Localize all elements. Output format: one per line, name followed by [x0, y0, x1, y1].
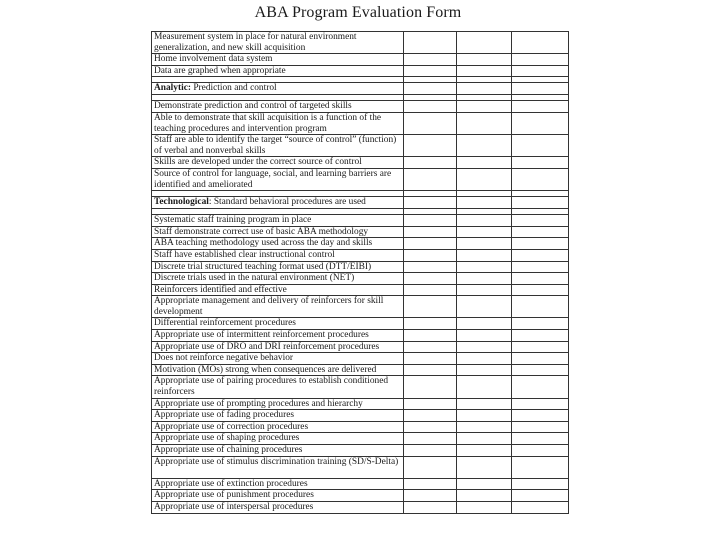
rating-cell-b: [457, 273, 512, 285]
rating-cell-c: [512, 330, 569, 342]
rating-cell-a: [404, 101, 457, 113]
criteria-row: [152, 501, 569, 513]
criteria-row: [152, 32, 569, 54]
section-label: Analytic:: [154, 83, 191, 94]
form-title-text: ABA Program Evaluation Form: [254, 4, 462, 21]
criteria-text: Differential reinforcement procedures: [152, 318, 404, 330]
rating-cell-c: [512, 478, 569, 490]
rating-cell-a: [404, 353, 457, 365]
rating-cell-b: [457, 284, 512, 296]
rating-cell-b: [457, 168, 512, 190]
criteria-text: Reinforcers identified and effective: [152, 284, 404, 296]
criteria-row: [152, 238, 569, 250]
criteria-text: Systematic staff training program in place: [152, 215, 404, 227]
form-title: [0, 3, 720, 23]
rating-cell-c: [512, 433, 569, 445]
rating-cell-c: [512, 341, 569, 353]
rating-cell-b: [457, 501, 512, 513]
rating-cell-b: [457, 65, 512, 77]
rating-cell-a: [404, 501, 457, 513]
rating-cell-a: [404, 445, 457, 457]
rating-cell-b: [457, 376, 512, 398]
criteria-text: Staff are able to identify the target “source of control” (function) of verbal and nonverbal skills: [152, 135, 404, 157]
rating-cell-c: [512, 273, 569, 285]
rating-cell-a: [404, 238, 457, 250]
rating-cell-a: [404, 421, 457, 433]
criteria-text: Appropriate use of interspersal procedures: [152, 501, 404, 513]
rating-cell-a: [404, 456, 457, 478]
criteria-text: Demonstrate prediction and control of targeted skills: [152, 101, 404, 113]
rating-cell-c: [512, 445, 569, 457]
criteria-row: [152, 101, 569, 113]
rating-cell-c: [512, 101, 569, 113]
rating-cell-b: [457, 398, 512, 410]
rating-cell-b: [457, 364, 512, 376]
rating-cell-c: [512, 65, 569, 77]
rating-cell-a: [404, 273, 457, 285]
criteria-row: [152, 341, 569, 353]
criteria-row: [152, 445, 569, 457]
rating-cell-b: [457, 112, 512, 134]
criteria-text: Discrete trials used in the natural environment (NET): [152, 273, 404, 285]
rating-cell-a: [404, 54, 457, 66]
section-description: : Standard behavioral procedures are used: [208, 197, 366, 208]
criteria-text: Able to demonstrate that skill acquisition is a function of the teaching procedures and intervention program: [152, 112, 404, 134]
criteria-row: [152, 215, 569, 227]
rating-cell-a: [404, 83, 457, 95]
section-header-cell: [152, 83, 404, 95]
rating-cell-b: [457, 445, 512, 457]
rating-cell-c: [512, 197, 569, 209]
criteria-row: [152, 421, 569, 433]
rating-cell-b: [457, 157, 512, 169]
rating-cell-c: [512, 261, 569, 273]
rating-cell-b: [457, 353, 512, 365]
criteria-row: [152, 456, 569, 478]
criteria-row: [152, 273, 569, 285]
criteria-row: [152, 410, 569, 422]
rating-cell-a: [404, 433, 457, 445]
rating-cell-c: [512, 238, 569, 250]
rating-cell-b: [457, 456, 512, 478]
criteria-text: Appropriate use of stimulus discrimination training (SD/S-Delta): [152, 456, 404, 478]
rating-cell-c: [512, 353, 569, 365]
rating-cell-a: [404, 32, 457, 54]
rating-cell-a: [404, 318, 457, 330]
rating-cell-c: [512, 410, 569, 422]
rating-cell-b: [457, 341, 512, 353]
criteria-row: [152, 135, 569, 157]
rating-cell-a: [404, 135, 457, 157]
evaluation-table: [151, 31, 569, 514]
criteria-text: Skills are developed under the correct source of control: [152, 157, 404, 169]
rating-cell-c: [512, 421, 569, 433]
rating-cell-b: [457, 226, 512, 238]
rating-cell-a: [404, 261, 457, 273]
rating-cell-c: [512, 54, 569, 66]
criteria-row: [152, 284, 569, 296]
rating-cell-b: [457, 490, 512, 502]
section-label: Technological: [154, 197, 209, 208]
criteria-row: [152, 226, 569, 238]
criteria-row: [152, 249, 569, 261]
rating-cell-b: [457, 249, 512, 261]
rating-cell-a: [404, 157, 457, 169]
criteria-row: [152, 490, 569, 502]
rating-cell-b: [457, 296, 512, 318]
rating-cell-b: [457, 410, 512, 422]
rating-cell-c: [512, 168, 569, 190]
criteria-text: Appropriate use of punishment procedures: [152, 490, 404, 502]
rating-cell-b: [457, 215, 512, 227]
criteria-row: [152, 157, 569, 169]
rating-cell-b: [457, 197, 512, 209]
rating-cell-a: [404, 226, 457, 238]
rating-cell-b: [457, 32, 512, 54]
rating-cell-b: [457, 318, 512, 330]
criteria-row: [152, 376, 569, 398]
criteria-row: [152, 478, 569, 490]
rating-cell-b: [457, 238, 512, 250]
criteria-row: [152, 54, 569, 66]
rating-cell-b: [457, 330, 512, 342]
rating-cell-c: [512, 32, 569, 54]
criteria-row: [152, 330, 569, 342]
rating-cell-c: [512, 284, 569, 296]
criteria-text: Does not reinforce negative behavior: [152, 353, 404, 365]
rating-cell-c: [512, 135, 569, 157]
rating-cell-a: [404, 284, 457, 296]
section-header-row: [152, 83, 569, 95]
rating-cell-c: [512, 364, 569, 376]
rating-cell-a: [404, 249, 457, 261]
rating-cell-b: [457, 135, 512, 157]
rating-cell-a: [404, 197, 457, 209]
rating-cell-c: [512, 249, 569, 261]
rating-cell-c: [512, 501, 569, 513]
rating-cell-c: [512, 318, 569, 330]
section-description: Prediction and control: [190, 83, 277, 94]
criteria-text: Staff demonstrate correct use of basic ABA methodology: [152, 226, 404, 238]
rating-cell-c: [512, 490, 569, 502]
rating-cell-b: [457, 261, 512, 273]
criteria-row: [152, 433, 569, 445]
criteria-row: [152, 261, 569, 273]
criteria-text: Appropriate use of DRO and DRI reinforcement procedures: [152, 341, 404, 353]
criteria-row: [152, 65, 569, 77]
rating-cell-c: [512, 112, 569, 134]
criteria-text: Home involvement data system: [152, 54, 404, 66]
rating-cell-b: [457, 54, 512, 66]
criteria-row: [152, 318, 569, 330]
section-header-row: [152, 197, 569, 209]
criteria-text: Appropriate use of fading procedures: [152, 410, 404, 422]
criteria-text: Appropriate management and delivery of reinforcers for skill development: [152, 296, 404, 318]
rating-cell-a: [404, 410, 457, 422]
rating-cell-a: [404, 330, 457, 342]
rating-cell-b: [457, 83, 512, 95]
rating-cell-a: [404, 490, 457, 502]
criteria-text: Appropriate use of chaining procedures: [152, 445, 404, 457]
rating-cell-a: [404, 364, 457, 376]
criteria-text: Source of control for language, social, and learning barriers are identified and ameliorated: [152, 168, 404, 190]
rating-cell-b: [457, 433, 512, 445]
rating-cell-c: [512, 83, 569, 95]
rating-cell-c: [512, 157, 569, 169]
criteria-text: Staff have established clear instructional control: [152, 249, 404, 261]
criteria-row: [152, 364, 569, 376]
rating-cell-a: [404, 341, 457, 353]
rating-cell-a: [404, 112, 457, 134]
rating-cell-c: [512, 296, 569, 318]
rating-cell-a: [404, 65, 457, 77]
criteria-text: Appropriate use of prompting procedures and hierarchy: [152, 398, 404, 410]
criteria-text: ABA teaching methodology used across the day and skills: [152, 238, 404, 250]
rating-cell-c: [512, 226, 569, 238]
criteria-text: Measurement system in place for natural environment generalization, and new skill acquisition: [152, 32, 404, 54]
rating-cell-a: [404, 215, 457, 227]
rating-cell-b: [457, 421, 512, 433]
criteria-text: Appropriate use of shaping procedures: [152, 433, 404, 445]
rating-cell-a: [404, 168, 457, 190]
rating-cell-a: [404, 296, 457, 318]
criteria-text: Data are graphed when appropriate: [152, 65, 404, 77]
rating-cell-c: [512, 456, 569, 478]
criteria-text: Appropriate use of correction procedures: [152, 421, 404, 433]
section-header-cell: [152, 197, 404, 209]
criteria-row: [152, 168, 569, 190]
rating-cell-a: [404, 478, 457, 490]
criteria-row: [152, 353, 569, 365]
rating-cell-b: [457, 478, 512, 490]
rating-cell-c: [512, 398, 569, 410]
rating-cell-c: [512, 376, 569, 398]
criteria-row: [152, 296, 569, 318]
rating-cell-a: [404, 398, 457, 410]
criteria-text: Appropriate use of intermittent reinforcement procedures: [152, 330, 404, 342]
criteria-row: [152, 398, 569, 410]
evaluation-table-body: [152, 32, 569, 514]
criteria-text: Discrete trial structured teaching format used (DTT/EIBI): [152, 261, 404, 273]
criteria-text: Appropriate use of extinction procedures: [152, 478, 404, 490]
rating-cell-b: [457, 101, 512, 113]
rating-cell-c: [512, 215, 569, 227]
rating-cell-a: [404, 376, 457, 398]
criteria-text: Appropriate use of pairing procedures to establish conditioned reinforcers: [152, 376, 404, 398]
criteria-row: [152, 112, 569, 134]
criteria-text: Motivation (MOs) strong when consequences are delivered: [152, 364, 404, 376]
